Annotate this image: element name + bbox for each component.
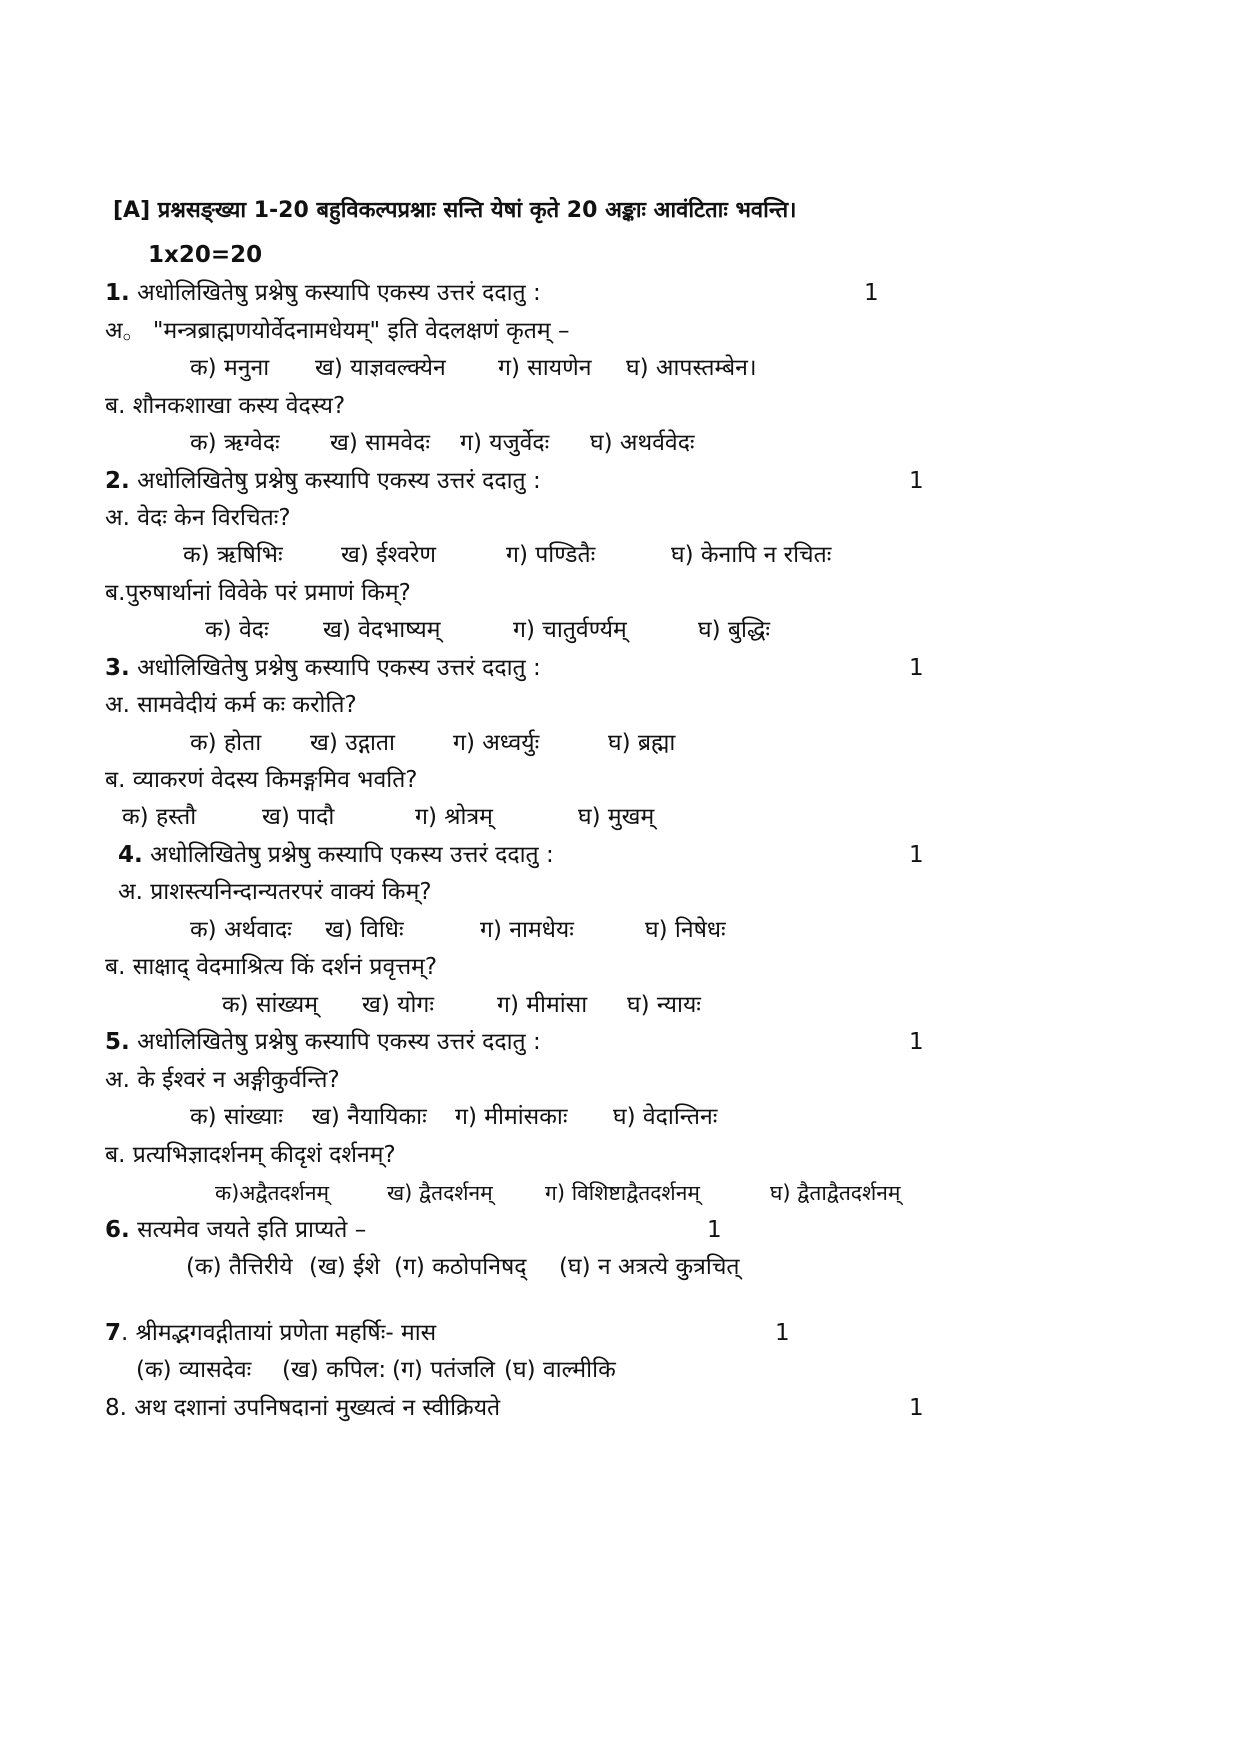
question-4 xyxy=(118,840,554,870)
option-d[interactable]: घ) द्वैताद्वैतदर्शनम् xyxy=(770,1181,901,1205)
question-text: सत्यमेव जयते इति प्राप्यते – xyxy=(137,1217,367,1243)
sub-text: प्राशस्त्यनिन्दान्यतरपरं वाक्यं किम्? xyxy=(150,879,432,905)
sub-text: व्याकरणं वेदस्य किमङ्गमिव भवति? xyxy=(132,767,418,793)
option-a[interactable]: क) मनुना xyxy=(190,355,270,381)
option-d[interactable]: (घ) न अत्रत्ये कुत्रचित् xyxy=(559,1254,740,1280)
option-c[interactable]: (ग) पतंजलि xyxy=(392,1357,495,1383)
option-d[interactable]: घ) मुखम् xyxy=(578,804,655,830)
question-3 xyxy=(105,653,541,683)
sub-text: "मन्त्रब्राह्मणयोर्वेदनामधेयम्" इति वेदलक्षणं कृतम् – xyxy=(152,318,570,344)
option-a[interactable]: क)अद्वैतदर्शनम् xyxy=(215,1181,330,1205)
question-number: 3. xyxy=(105,655,130,681)
question-number: 7 xyxy=(105,1320,122,1346)
option-a[interactable]: (क) व्यासदेवः xyxy=(136,1357,252,1383)
question-number: 1. xyxy=(105,280,130,306)
option-a[interactable]: क) अर्थवादः xyxy=(190,917,292,943)
question-1 xyxy=(105,278,541,308)
option-d[interactable]: घ) ब्रह्मा xyxy=(608,730,676,756)
option-c[interactable]: (ग) कठोपनिषद् xyxy=(394,1254,527,1280)
sub-label: अ. xyxy=(105,692,130,718)
option-d[interactable]: घ) अथर्ववेदः xyxy=(590,430,695,456)
sub-label: ब. xyxy=(105,954,126,980)
sub-question-5b xyxy=(105,1140,396,1170)
question-text: अधोलिखितेषु प्रश्नेषु कस्यापि एकस्य उत्तरं ददातु : xyxy=(137,280,541,306)
options-2b xyxy=(205,615,770,645)
sub-question-2a xyxy=(105,503,291,533)
option-b[interactable]: ख) याज्ञवल्क्येन xyxy=(315,355,446,381)
option-c[interactable]: ग) नामधेयः xyxy=(480,917,574,943)
sub-text: के ईश्वरं न अङ्गीकुर्वन्ति? xyxy=(137,1067,340,1093)
option-d[interactable]: घ) न्यायः xyxy=(627,992,701,1018)
sub-label: अ. xyxy=(105,1067,130,1093)
sub-text: साक्षाद् वेदमाश्रित्य किं दर्शनं प्रवृत्तम्? xyxy=(132,954,438,980)
sub-text: प्रत्यभिज्ञादर्शनम् कीदृशं दर्शनम्? xyxy=(132,1142,396,1168)
option-b[interactable]: ख) विधिः xyxy=(325,917,404,943)
option-a[interactable]: (क) तैत्तिरीये xyxy=(186,1254,293,1280)
marks-5: 1 xyxy=(909,1029,924,1055)
question-6 xyxy=(105,1215,366,1245)
total-marks: 1x20=20 xyxy=(148,242,263,268)
option-d[interactable]: (घ) वाल्मीकि xyxy=(504,1357,616,1383)
question-number: 4. xyxy=(118,842,143,868)
question-text: अधोलिखितेषु प्रश्नेषु कस्यापि एकस्य उत्तरं ददातु : xyxy=(137,1029,541,1055)
option-c[interactable]: ग) विशिष्टाद्वैतदर्शनम् xyxy=(545,1181,700,1205)
sub-question-1a xyxy=(105,316,569,346)
marks-8: 1 xyxy=(909,1395,924,1421)
sub-text: सामवेदीयं कर्म कः करोति? xyxy=(137,692,357,718)
option-a[interactable]: क) वेदः xyxy=(205,617,269,643)
question-5 xyxy=(105,1027,541,1057)
sub-text: पुरुषार्थानां विवेके परं प्रमाणं किम्? xyxy=(125,580,411,606)
sub-question-5a xyxy=(105,1065,340,1095)
option-b[interactable]: (ख) कपिल: xyxy=(282,1357,387,1383)
option-a[interactable]: क) होता xyxy=(190,730,262,756)
sub-label: ब. xyxy=(105,1142,126,1168)
sub-label: ब. xyxy=(105,767,126,793)
option-a[interactable]: क) सांख्याः xyxy=(190,1104,283,1130)
sub-label: अ. xyxy=(118,879,143,905)
sub-text: वेदः केन विरचितः? xyxy=(137,505,291,531)
option-d[interactable]: घ) निषेधः xyxy=(645,917,726,943)
marks-7: 1 xyxy=(775,1320,790,1346)
options-4b xyxy=(222,990,701,1020)
option-d[interactable]: घ) आपस्तम्बेन। xyxy=(626,355,757,381)
marks-1: 1 xyxy=(864,280,879,306)
sub-question-1b xyxy=(105,391,345,421)
option-b[interactable]: ख) योगः xyxy=(362,992,434,1018)
sub-text: शौनकशाखा कस्य वेदस्य? xyxy=(132,393,346,419)
options-5b xyxy=(215,1178,900,1208)
question-number: 6. xyxy=(105,1217,130,1243)
option-c[interactable]: ग) पण्डितैः xyxy=(506,542,596,568)
sub-question-3b xyxy=(105,765,418,795)
sub-question-4b xyxy=(105,952,437,982)
option-c[interactable]: ग) अध्वर्युः xyxy=(453,730,540,756)
question-text: . श्रीमद्भगवद्गीतायां प्रणेता महर्षिः- मास xyxy=(121,1320,437,1346)
option-c[interactable]: ग) चातुर्वर्ण्यम् xyxy=(513,617,627,643)
option-c[interactable]: ग) सायणेन xyxy=(498,355,592,381)
question-8 xyxy=(105,1393,500,1423)
option-b[interactable]: (ख) ईशे xyxy=(309,1254,381,1280)
marks-4: 1 xyxy=(909,842,924,868)
option-a[interactable]: क) हस्तौ xyxy=(122,804,197,830)
option-d[interactable]: घ) वेदान्तिनः xyxy=(613,1104,718,1130)
question-2 xyxy=(105,466,541,496)
options-1a xyxy=(190,353,757,383)
options-2a xyxy=(183,540,831,570)
option-b[interactable]: ख) पादौ xyxy=(262,804,335,830)
option-b[interactable]: ख) नैयायिकाः xyxy=(312,1104,427,1130)
options-7 xyxy=(136,1355,616,1385)
question-text: अधोलिखितेषु प्रश्नेषु कस्यापि एकस्य उत्तरं ददातु : xyxy=(137,468,541,494)
option-b[interactable]: ख) वेदभाष्यम् xyxy=(323,617,441,643)
options-5a xyxy=(190,1102,717,1132)
sub-label: अ. xyxy=(105,505,130,531)
option-b[interactable]: ख) द्वैतदर्शनम् xyxy=(387,1181,493,1205)
sub-question-2b xyxy=(105,578,411,608)
option-d[interactable]: घ) केनापि न रचितः xyxy=(671,542,832,568)
question-text: अधोलिखितेषु प्रश्नेषु कस्यापि एकस्य उत्तरं ददातु : xyxy=(150,842,554,868)
option-b[interactable]: ख) सामवेदः xyxy=(330,430,431,456)
option-b[interactable]: ख) ईश्वरेण xyxy=(341,542,436,568)
marks-2: 1 xyxy=(909,468,924,494)
option-c[interactable]: ग) श्रोत्रम् xyxy=(415,804,493,830)
options-4a xyxy=(190,915,726,945)
option-a[interactable]: क) सांख्यम् xyxy=(222,992,319,1018)
option-c[interactable]: ग) मीमांसा xyxy=(497,992,588,1018)
question-number: 2. xyxy=(105,468,130,494)
instruction-text: [A] प्रश्नसङ्ख्या 1-20 बहुविकल्पप्रश्नाः सन्ति येषां कृते 20 अङ्काः आवंटिताः भवन्ति। xyxy=(113,198,797,223)
sub-question-4a xyxy=(118,877,432,907)
option-c[interactable]: ग) यजुर्वेदः xyxy=(460,430,550,456)
marks-6: 1 xyxy=(707,1217,722,1243)
sub-label: अ。 xyxy=(105,318,146,344)
option-a[interactable]: क) ऋषिभिः xyxy=(183,542,283,568)
question-text: अथ दशानां उपनिषदानां मुख्यत्वं न स्वीक्रियते xyxy=(134,1395,501,1421)
sub-label: ब. xyxy=(105,580,126,606)
options-3b xyxy=(122,802,654,832)
sub-label: ब. xyxy=(105,393,126,419)
option-a[interactable]: क) ऋग्वेदः xyxy=(190,430,280,456)
options-1b xyxy=(190,428,695,458)
option-c[interactable]: ग) मीमांसकाः xyxy=(455,1104,568,1130)
marks-3: 1 xyxy=(909,655,924,681)
options-6 xyxy=(186,1252,740,1282)
option-b[interactable]: ख) उद्गाता xyxy=(310,730,395,756)
question-number: 5. xyxy=(105,1029,130,1055)
question-number: 8. xyxy=(105,1395,127,1421)
option-d[interactable]: घ) बुद्धिः xyxy=(698,617,770,643)
question-7 xyxy=(105,1318,436,1348)
options-3a xyxy=(190,728,675,758)
question-text: अधोलिखितेषु प्रश्नेषु कस्यापि एकस्य उत्तरं ददातु : xyxy=(137,655,541,681)
sub-question-3a xyxy=(105,690,357,720)
